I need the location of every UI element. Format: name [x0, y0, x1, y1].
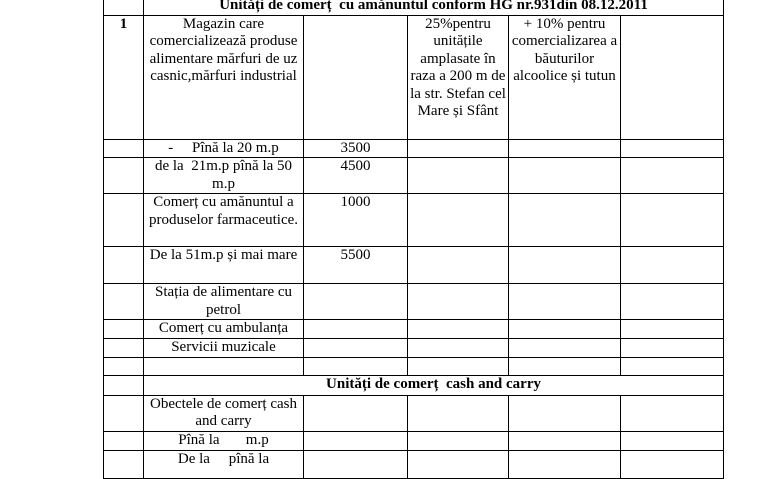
- surcharge-10-cell: [509, 395, 621, 431]
- row-number-cell: [104, 450, 144, 478]
- tariff-value-cell: [304, 339, 408, 358]
- table-row: [104, 284, 724, 320]
- extra-cell: [621, 15, 724, 139]
- tariff-value-cell: 1000: [304, 194, 408, 247]
- surcharge-25-cell: [408, 339, 509, 358]
- tariff-value-cell: 3500: [304, 139, 408, 158]
- row-number-cell: [104, 194, 144, 247]
- extra-cell: [621, 450, 724, 478]
- table-row: [104, 339, 724, 358]
- tariff-value-cell: 4500: [304, 158, 408, 194]
- surcharge-25-cell: [408, 284, 509, 320]
- surcharge-25-cell: [408, 158, 509, 194]
- surcharge-25-cell: [408, 320, 509, 339]
- extra-cell: [621, 247, 724, 284]
- section-header-row: [104, 0, 724, 15]
- extra-cell: [621, 284, 724, 320]
- surcharge-10-cell: + 10% pentru comercializarea a băuturilor alcoolice și tutun: [509, 15, 621, 139]
- extra-cell: [621, 395, 724, 431]
- description-cell: Servicii muzicale: [144, 339, 304, 358]
- table-row: [104, 395, 724, 431]
- description-cell: Pînă la m.p: [144, 431, 304, 450]
- section-title-cash-and-carry: Unități de comerț cash and carry: [144, 375, 724, 395]
- tariff-value-cell: [304, 450, 408, 478]
- surcharge-25-cell: [408, 194, 509, 247]
- table-row: [104, 139, 724, 158]
- surcharge-10-cell: [509, 339, 621, 358]
- description-cell: De la pînă la: [144, 450, 304, 478]
- surcharge-25-cell: [408, 139, 509, 158]
- surcharge-10-cell: [509, 320, 621, 339]
- tariff-value-cell: [304, 15, 408, 139]
- row-number-cell: [104, 247, 144, 284]
- row-number-cell: [104, 431, 144, 450]
- extra-cell: [621, 139, 724, 158]
- row-number-cell: [104, 395, 144, 431]
- row-number-cell: 1: [104, 15, 144, 139]
- row-number-cell: [104, 284, 144, 320]
- description-cell: Obectele de comerț cash and carry: [144, 395, 304, 431]
- description-cell: [144, 357, 304, 375]
- table-row: [104, 158, 724, 194]
- row-number-cell: [104, 320, 144, 339]
- surcharge-25-cell: 25%pentru unitățile amplasate în raza a 200 m de la str. Stefan cel Mare și Sfânt: [408, 15, 509, 139]
- tariff-value-cell: [304, 320, 408, 339]
- extra-cell: [621, 320, 724, 339]
- extra-cell: [621, 431, 724, 450]
- tariff-value-cell: [304, 357, 408, 375]
- surcharge-10-cell: [509, 357, 621, 375]
- tariff-value-cell: 5500: [304, 247, 408, 284]
- tariff-value-cell: [304, 395, 408, 431]
- row-number-cell: [104, 158, 144, 194]
- surcharge-10-cell: [509, 194, 621, 247]
- description-cell: Comerț cu ambulanța: [144, 320, 304, 339]
- extra-cell: [621, 357, 724, 375]
- extra-cell: [621, 339, 724, 358]
- table-row: [104, 450, 724, 478]
- section-header-row: [104, 375, 724, 395]
- table-row: [104, 194, 724, 247]
- surcharge-25-cell: [408, 357, 509, 375]
- description-cell: - Pînă la 20 m.p: [144, 139, 304, 158]
- surcharge-10-cell: [509, 450, 621, 478]
- surcharge-10-cell: [509, 284, 621, 320]
- surcharge-10-cell: [509, 247, 621, 284]
- tariff-value-cell: [304, 431, 408, 450]
- table-row: [104, 320, 724, 339]
- description-cell: Stația de alimentare cu petrol: [144, 284, 304, 320]
- row-number-cell: [104, 339, 144, 358]
- surcharge-25-cell: [408, 431, 509, 450]
- section-title-retail: Unități de comerț cu amănuntul conform HG nr.931din 08.12.2011: [144, 0, 724, 15]
- table-row: [104, 15, 724, 139]
- row-number-cell: [104, 139, 144, 158]
- row-number-cell: [104, 375, 144, 395]
- description-cell: Comerț cu amănuntul a produselor farmaceutice.: [144, 194, 304, 247]
- description-cell: De la 51m.p și mai mare: [144, 247, 304, 284]
- extra-cell: [621, 158, 724, 194]
- surcharge-25-cell: [408, 450, 509, 478]
- surcharge-10-cell: [509, 158, 621, 194]
- tariff-table: [103, 0, 724, 479]
- table-row: [104, 431, 724, 450]
- surcharge-10-cell: [509, 431, 621, 450]
- row-number-cell: [104, 0, 144, 15]
- surcharge-25-cell: [408, 395, 509, 431]
- tariff-value-cell: [304, 284, 408, 320]
- table-row: [104, 357, 724, 375]
- table-row: [104, 247, 724, 284]
- surcharge-25-cell: [408, 247, 509, 284]
- row-number-cell: [104, 357, 144, 375]
- extra-cell: [621, 194, 724, 247]
- description-cell: Magazin care comercializează produse alimentare mărfuri de uz casnic,mărfuri industrial: [144, 15, 304, 139]
- surcharge-10-cell: [509, 139, 621, 158]
- description-cell: de la 21m.p pînă la 50 m.p: [144, 158, 304, 194]
